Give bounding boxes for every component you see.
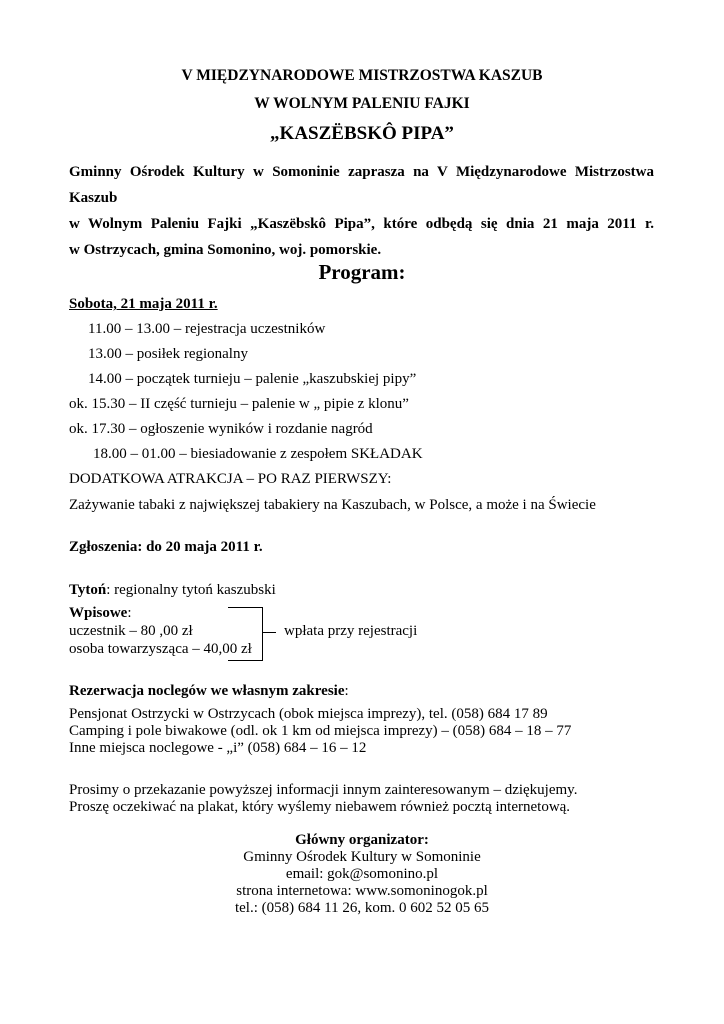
program-item: 14.00 – początek turnieju – palenie „kaszubskiej pipy” bbox=[88, 371, 417, 387]
accommodation-colon: : bbox=[344, 683, 349, 699]
program-item: 13.00 – posiłek regionalny bbox=[88, 346, 248, 362]
program-heading: Program: bbox=[318, 260, 406, 284]
fees-heading bbox=[69, 605, 132, 622]
intro-paragraph bbox=[69, 159, 654, 263]
fees-colon: : bbox=[127, 605, 132, 621]
title-line-1: V MIĘDZYNARODOWE MISTRZOSTWA KASZUB bbox=[181, 67, 543, 84]
fee-companion: osoba towarzysząca – 40,00 zł bbox=[69, 641, 252, 657]
program-item: ok. 17.30 – ogłoszenie wyników i rozdanie nagród bbox=[69, 421, 373, 437]
tobacco-info bbox=[69, 582, 276, 599]
registration-deadline: Zgłoszenia: do 20 maja 2011 r. bbox=[69, 539, 263, 555]
accommodation-item: Camping i pole biwakowe (odl. ok 1 km od miejsca imprezy) – (058) 684 – 18 – 77 bbox=[69, 723, 572, 739]
title-line-2: W WOLNYM PALENIU FAJKI bbox=[254, 95, 470, 112]
intro-line-1: Gminny Ośrodek Kultury w Somoninie zaprasza na V Międzynarodowe Mistrzostwa Kaszub bbox=[69, 164, 654, 206]
organizer-email: email: gok@somonino.pl bbox=[285, 866, 439, 882]
accommodation-heading bbox=[69, 683, 349, 700]
tobacco-text: : regionalny tytoń kaszubski bbox=[106, 582, 276, 598]
accommodation-label: Rezerwacja noclegów we własnym zakresie bbox=[69, 683, 345, 699]
intro-line-3: w Ostrzycach, gmina Somonino, woj. pomorskie. bbox=[69, 242, 382, 258]
note-line-1: Prosimy o przekazanie powyższej informacji innym zainteresowanym – dziękujemy. bbox=[69, 782, 578, 798]
fees-label: Wpisowe bbox=[69, 605, 128, 621]
program-day: Sobota, 21 maja 2011 r. bbox=[69, 296, 218, 312]
accommodation-item: Inne miejsca noclegowe - „i” (058) 684 – 16 – 12 bbox=[69, 740, 367, 756]
fees-bracket-dash bbox=[262, 632, 276, 633]
organizer-phone: tel.: (058) 684 11 26, kom. 0 602 52 05 65 bbox=[234, 900, 489, 916]
extra-attraction-label: DODATKOWA ATRAKCJA – PO RAZ PIERWSZY: bbox=[69, 471, 392, 487]
title-line-3: „KASZËBSKÔ PIPA” bbox=[270, 123, 454, 144]
intro-line-2: w Wolnym Paleniu Fajki „Kaszëbskô Pipa”, które odbędą się dnia 21 maja 2011 r. bbox=[69, 216, 654, 232]
program-item: 11.00 – 13.00 – rejestracja uczestników bbox=[88, 321, 326, 337]
organizer-website: strona internetowa: www.somoninogok.pl bbox=[236, 883, 488, 899]
fees-bracket bbox=[228, 607, 263, 661]
program-item: ok. 15.30 – II część turnieju – palenie w „ pipie z klonu” bbox=[69, 396, 409, 412]
accommodation-item: Pensjonat Ostrzycki w Ostrzycach (obok miejsca imprezy), tel. (058) 684 17 89 bbox=[69, 706, 548, 722]
tobacco-label: Tytoń bbox=[69, 582, 107, 598]
organizer-heading: Główny organizator: bbox=[295, 832, 429, 848]
payment-note: wpłata przy rejestracji bbox=[284, 623, 418, 639]
extra-attraction-text: Zażywanie tabaki z największej tabakiery na Kaszubach, w Polsce, a może i na Świecie bbox=[69, 497, 596, 513]
note-line-2: Proszę oczekiwać na plakat, który wyślemy niebawem również pocztą internetową. bbox=[69, 799, 571, 815]
organizer-name: Gminny Ośrodek Kultury w Somoninie bbox=[243, 849, 481, 865]
fee-participant: uczestnik – 80 ,00 zł bbox=[69, 623, 193, 639]
program-item: 18.00 – 01.00 – biesiadowanie z zespołem SKŁADAK bbox=[93, 446, 423, 462]
